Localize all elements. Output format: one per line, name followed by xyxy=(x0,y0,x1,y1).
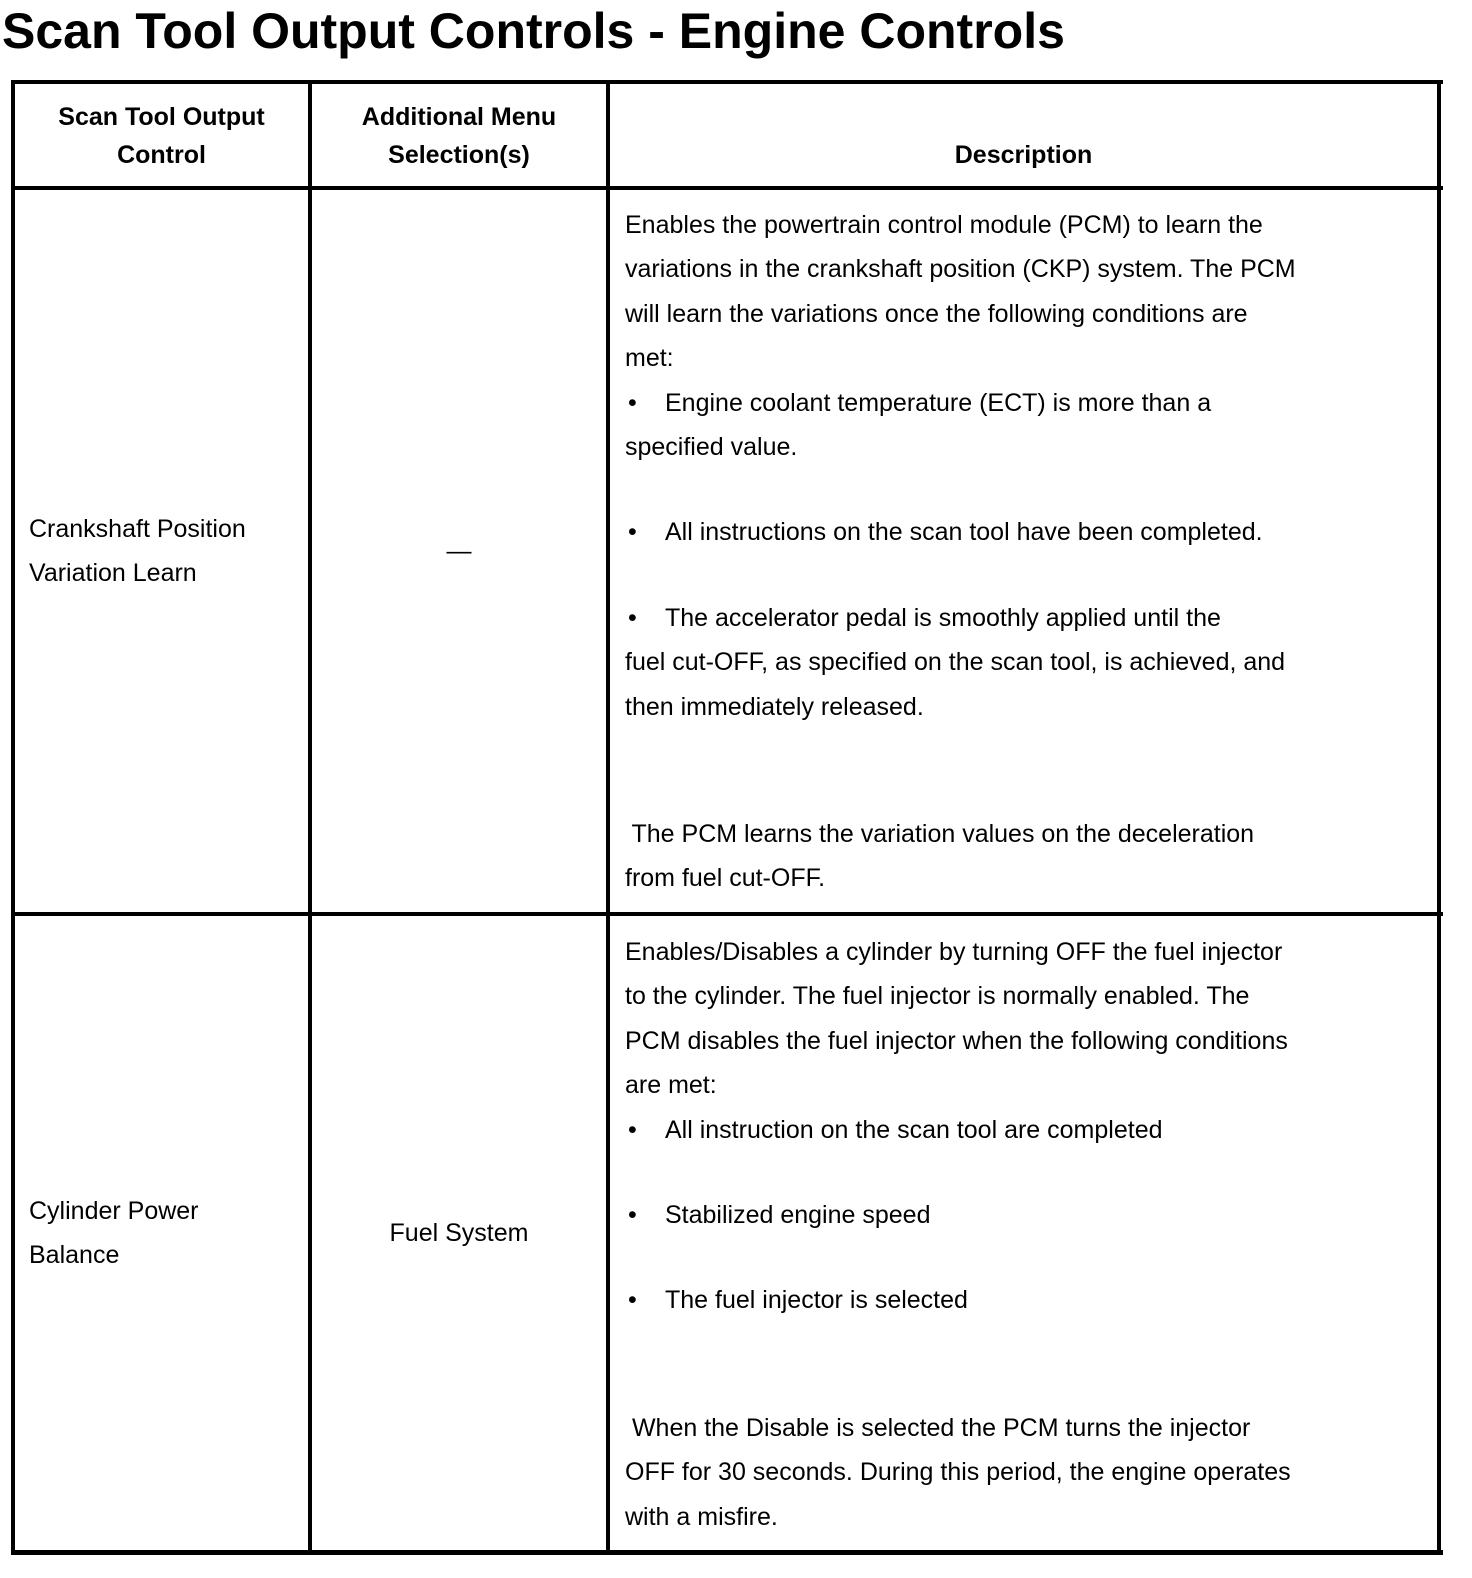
header-scan-tool-output-control: Scan Tool Output Control xyxy=(58,103,265,169)
description-line: specified value. xyxy=(625,432,798,461)
description-line: When the Disable is selected the PCM turns the injector xyxy=(625,1413,1251,1442)
bullet-text: All instructions on the scan tool have been completed. xyxy=(665,518,1263,547)
table-top-border xyxy=(11,80,1443,84)
description-line: will learn the variations once the following conditions are xyxy=(625,299,1248,328)
description-line: are met: xyxy=(625,1071,717,1100)
row1-menu-cell: — xyxy=(446,537,472,565)
description-line: PCM disables the fuel injector when the following conditions xyxy=(625,1026,1288,1055)
control-name-line: Variation Learn xyxy=(29,559,197,588)
description-line: variations in the crankshaft position (CKP) system. The PCM xyxy=(625,255,1296,284)
bullet-text: The accelerator pedal is smoothly applied until the xyxy=(665,603,1221,632)
bullet-text: The fuel injector is selected xyxy=(665,1286,968,1315)
description-line: then immediately released. xyxy=(625,692,924,721)
control-name-line: Balance xyxy=(29,1241,120,1270)
bullet-icon: • xyxy=(628,1115,637,1144)
bullet-item xyxy=(625,381,1296,425)
description-line: OFF for 30 seconds. During this period, the engine operates xyxy=(625,1458,1291,1487)
table-right-border xyxy=(1437,80,1441,1555)
description-line: with a misfire. xyxy=(625,1502,778,1531)
bullet-icon: • xyxy=(628,1200,637,1229)
bullet-icon: • xyxy=(628,518,637,547)
bullet-text: Engine coolant temperature (ECT) is more than a xyxy=(665,388,1212,417)
row2-menu-cell: Fuel System xyxy=(389,1219,529,1247)
bullet-icon: • xyxy=(628,1286,637,1315)
bullet-item xyxy=(625,510,1296,554)
bullet-item xyxy=(625,1193,1291,1237)
header-description: Description xyxy=(954,141,1093,169)
description-line: met: xyxy=(625,344,674,373)
column-divider-2 xyxy=(606,80,610,1555)
row1-description-cell xyxy=(625,203,1296,901)
row2-control-cell xyxy=(29,1189,199,1278)
table-header-divider xyxy=(11,186,1443,190)
bullet-icon: • xyxy=(628,603,637,632)
description-line: to the cylinder. The fuel injector is normally enabled. The xyxy=(625,982,1250,1011)
bullet-item xyxy=(625,1278,1291,1322)
column-divider-1 xyxy=(308,80,312,1555)
description-line: The PCM learns the variation values on the deceleration xyxy=(625,819,1255,848)
description-line: from fuel cut-OFF. xyxy=(625,864,826,893)
bullet-item xyxy=(625,1108,1291,1152)
table-bottom-border xyxy=(11,1550,1443,1555)
bullet-text: All instruction on the scan tool are completed xyxy=(665,1115,1163,1144)
bullet-item xyxy=(625,596,1296,640)
control-name-line: Crankshaft Position xyxy=(29,515,246,543)
control-name-line: Cylinder Power xyxy=(29,1197,199,1225)
header-additional-menu-selections: Additional Menu Selection(s) xyxy=(361,103,557,169)
page-title: Scan Tool Output Controls - Engine Controls xyxy=(2,3,1065,59)
description-line: Enables the powertrain control module (PCM) to learn the xyxy=(625,211,1263,239)
output-controls-table xyxy=(11,80,1441,1556)
bullet-icon: • xyxy=(628,388,637,417)
row1-control-cell xyxy=(29,507,246,596)
bullet-text: Stabilized engine speed xyxy=(665,1200,931,1229)
description-line: Enables/Disables a cylinder by turning OFF the fuel injector xyxy=(625,938,1283,966)
table-row-divider xyxy=(11,912,1443,916)
row2-description-cell xyxy=(625,930,1291,1539)
table-left-border xyxy=(11,80,15,1555)
description-line: fuel cut-OFF, as specified on the scan tool, is achieved, and xyxy=(625,648,1286,677)
